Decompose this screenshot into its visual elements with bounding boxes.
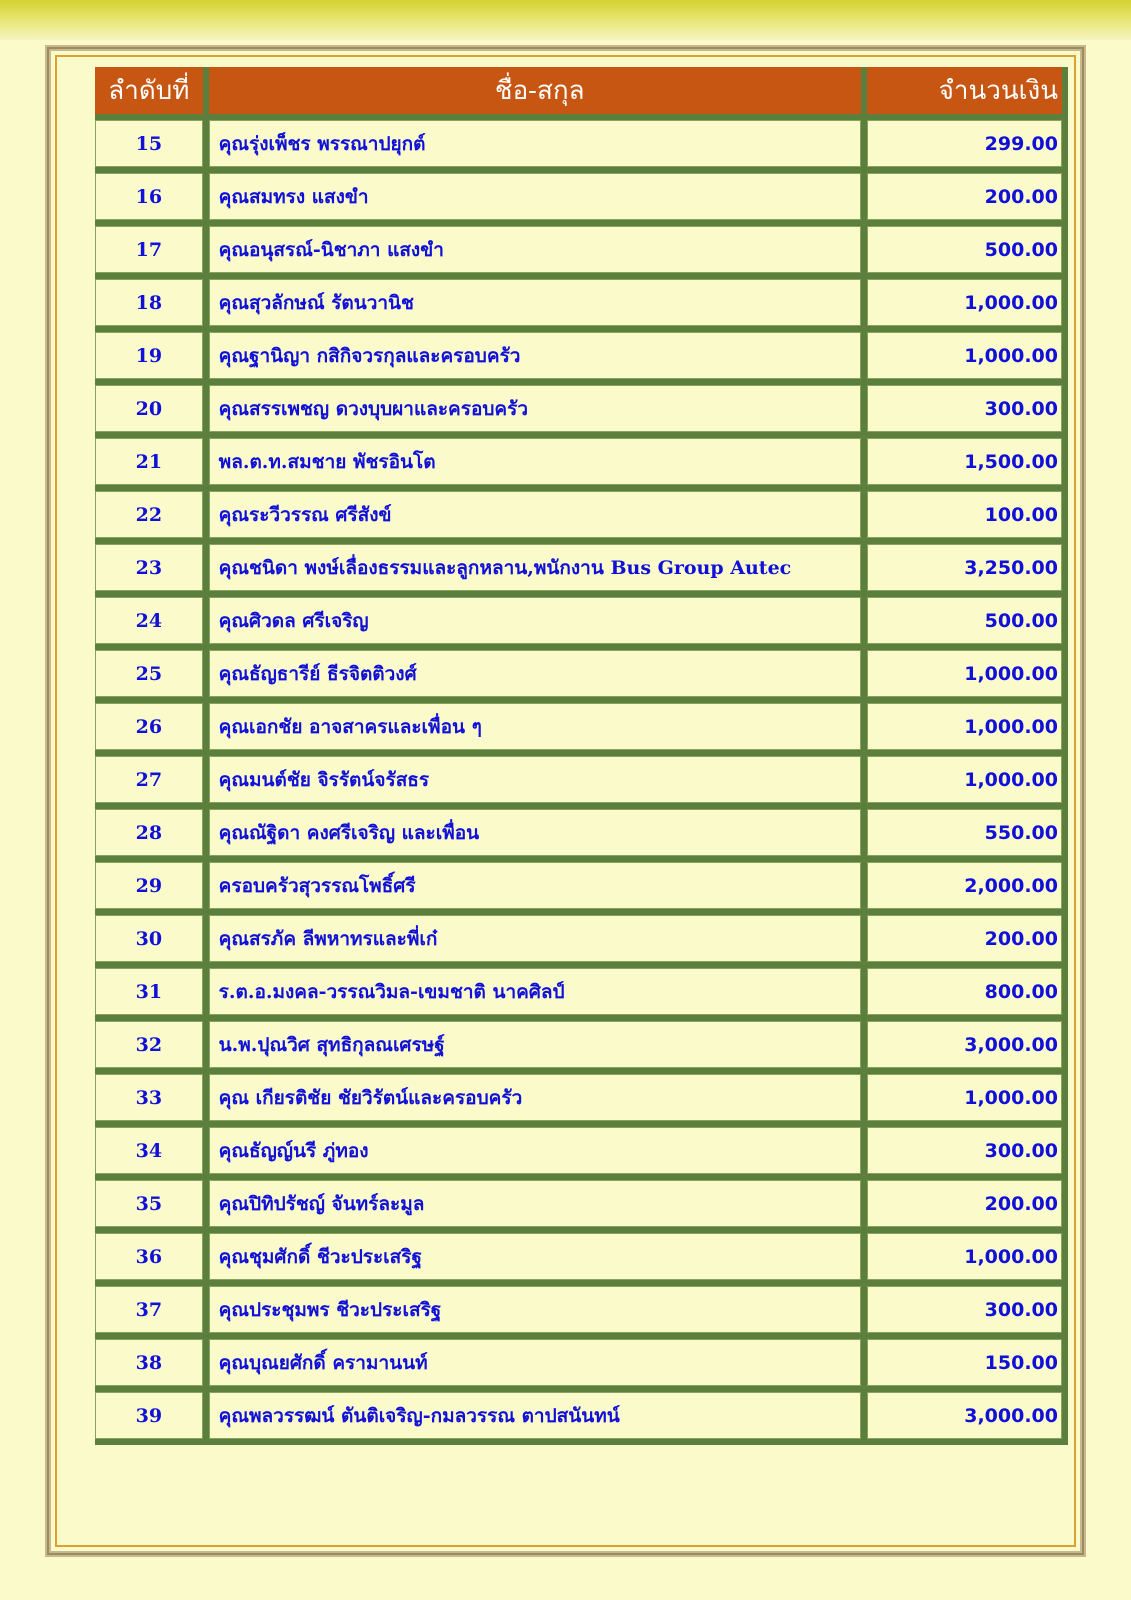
row-index: 16 (95, 173, 203, 220)
row-amount: 3,000.00 (867, 1021, 1062, 1068)
row-name: คุณชุมศักดิ์ ชีวะประเสริฐ (209, 1233, 861, 1280)
row-index: 29 (95, 862, 203, 909)
row-amount: 1,000.00 (867, 703, 1062, 750)
row-index: 15 (95, 120, 203, 167)
row-name: คุณธัญธารีย์ ธีรจิตติวงศ์ (209, 650, 861, 697)
donor-table (95, 67, 1068, 1445)
table-row (95, 279, 1062, 326)
table-row (95, 385, 1062, 432)
table-row (95, 544, 1062, 591)
table-row (95, 1339, 1062, 1386)
donor-table-container (95, 67, 1074, 1542)
row-name: คุณณัฐิดา คงศรีเจริญ และเพื่อน (209, 809, 861, 856)
row-index: 26 (95, 703, 203, 750)
table-header-row (95, 67, 1062, 114)
row-name: ครอบครัวสุวรรณโพธิ์ศรี (209, 862, 861, 909)
row-amount: 3,250.00 (867, 544, 1062, 591)
table-row (95, 491, 1062, 538)
table-row (95, 1180, 1062, 1227)
row-index: 20 (95, 385, 203, 432)
row-index: 38 (95, 1339, 203, 1386)
row-index: 21 (95, 438, 203, 485)
row-name: ร.ต.อ.มงคล-วรรณวิมล-เขมชาติ นาคศิลป์ (209, 968, 861, 1015)
table-row (95, 438, 1062, 485)
row-index: 35 (95, 1180, 203, 1227)
row-index: 18 (95, 279, 203, 326)
table-row (95, 1233, 1062, 1280)
row-name: คุณปิทิปรัชญ์ จันทร์ละมูล (209, 1180, 861, 1227)
table-row (95, 332, 1062, 379)
row-amount: 550.00 (867, 809, 1062, 856)
table-row (95, 120, 1062, 167)
row-index: 31 (95, 968, 203, 1015)
table-row (95, 1021, 1062, 1068)
row-name: คุณประชุมพร ชีวะประเสริฐ (209, 1286, 861, 1333)
row-amount: 1,500.00 (867, 438, 1062, 485)
row-name: คุณชนิดา พงษ์เลื่องธรรมและลูกหลาน,พนักงาน Bus Group Autec (209, 544, 861, 591)
row-name: คุณสุวลักษณ์ รัตนวานิช (209, 279, 861, 326)
table-row (95, 1392, 1062, 1439)
table-row (95, 703, 1062, 750)
row-index: 24 (95, 597, 203, 644)
row-index: 34 (95, 1127, 203, 1174)
row-amount: 300.00 (867, 1286, 1062, 1333)
table-row (95, 173, 1062, 220)
header-amount: จำนวนเงิน (867, 67, 1062, 114)
row-amount: 1,000.00 (867, 1233, 1062, 1280)
row-amount: 200.00 (867, 1180, 1062, 1227)
top-gradient-band (0, 0, 1131, 40)
row-index: 17 (95, 226, 203, 273)
row-index: 27 (95, 756, 203, 803)
row-name: พล.ต.ท.สมชาย พัชรอินโต (209, 438, 861, 485)
table-row (95, 650, 1062, 697)
row-name: คุณเอกชัย อาจสาครและเพื่อน ๆ (209, 703, 861, 750)
table-row (95, 1127, 1062, 1174)
row-name: คุณสรรเพชญ ดวงบุบผาและครอบครัว (209, 385, 861, 432)
row-name: คุณรุ่งเพ็ชร พรรณาปยุกต์ (209, 120, 861, 167)
row-amount: 300.00 (867, 1127, 1062, 1174)
row-index: 33 (95, 1074, 203, 1121)
row-amount: 200.00 (867, 173, 1062, 220)
row-index: 30 (95, 915, 203, 962)
row-name: คุณอนุสรณ์-นิชาภา แสงขำ (209, 226, 861, 273)
row-name: คุณ เกียรติชัย ชัยวิรัตน์และครอบครัว (209, 1074, 861, 1121)
table-row (95, 915, 1062, 962)
row-index: 19 (95, 332, 203, 379)
row-amount: 299.00 (867, 120, 1062, 167)
header-index: ลำดับที่ (95, 67, 203, 114)
row-amount: 1,000.00 (867, 279, 1062, 326)
row-index: 23 (95, 544, 203, 591)
row-amount: 800.00 (867, 968, 1062, 1015)
table-row (95, 226, 1062, 273)
row-index: 36 (95, 1233, 203, 1280)
row-name: คุณระวีวรรณ ศรีสังข์ (209, 491, 861, 538)
table-row (95, 756, 1062, 803)
row-name: คุณพลวรรฒน์ ตันติเจริญ-กมลวรรณ ตาปสนันทน์ (209, 1392, 861, 1439)
row-index: 32 (95, 1021, 203, 1068)
table-row (95, 862, 1062, 909)
row-name: คุณศิวดล ศรีเจริญ (209, 597, 861, 644)
row-amount: 100.00 (867, 491, 1062, 538)
table-row (95, 1074, 1062, 1121)
row-index: 39 (95, 1392, 203, 1439)
row-name: คุณบุณยศักดิ์ ครามานนท์ (209, 1339, 861, 1386)
row-name: คุณมนต์ชัย จิรรัตน์จรัสธร (209, 756, 861, 803)
table-row (95, 968, 1062, 1015)
row-amount: 1,000.00 (867, 1074, 1062, 1121)
table-row (95, 809, 1062, 856)
row-amount: 1,000.00 (867, 650, 1062, 697)
row-name: น.พ.ปุณวิศ สุทธิกุลณเศรษฐ์ (209, 1021, 861, 1068)
row-amount: 300.00 (867, 385, 1062, 432)
row-amount: 2,000.00 (867, 862, 1062, 909)
table-row (95, 1286, 1062, 1333)
table-row (95, 597, 1062, 644)
row-amount: 500.00 (867, 597, 1062, 644)
row-index: 28 (95, 809, 203, 856)
row-name: คุณสรภัค ลีพหาทรและพี่เก๋ (209, 915, 861, 962)
row-amount: 1,000.00 (867, 332, 1062, 379)
row-name: คุณฐานิญา กสิกิจวรกุลและครอบครัว (209, 332, 861, 379)
row-index: 37 (95, 1286, 203, 1333)
row-name: คุณธัญญ์นรี ภู่ทอง (209, 1127, 861, 1174)
header-name: ชื่อ-สกุล (209, 67, 861, 114)
row-name: คุณสมทรง แสงขำ (209, 173, 861, 220)
row-index: 22 (95, 491, 203, 538)
row-amount: 200.00 (867, 915, 1062, 962)
row-amount: 150.00 (867, 1339, 1062, 1386)
row-amount: 500.00 (867, 226, 1062, 273)
row-amount: 1,000.00 (867, 756, 1062, 803)
row-amount: 3,000.00 (867, 1392, 1062, 1439)
row-index: 25 (95, 650, 203, 697)
